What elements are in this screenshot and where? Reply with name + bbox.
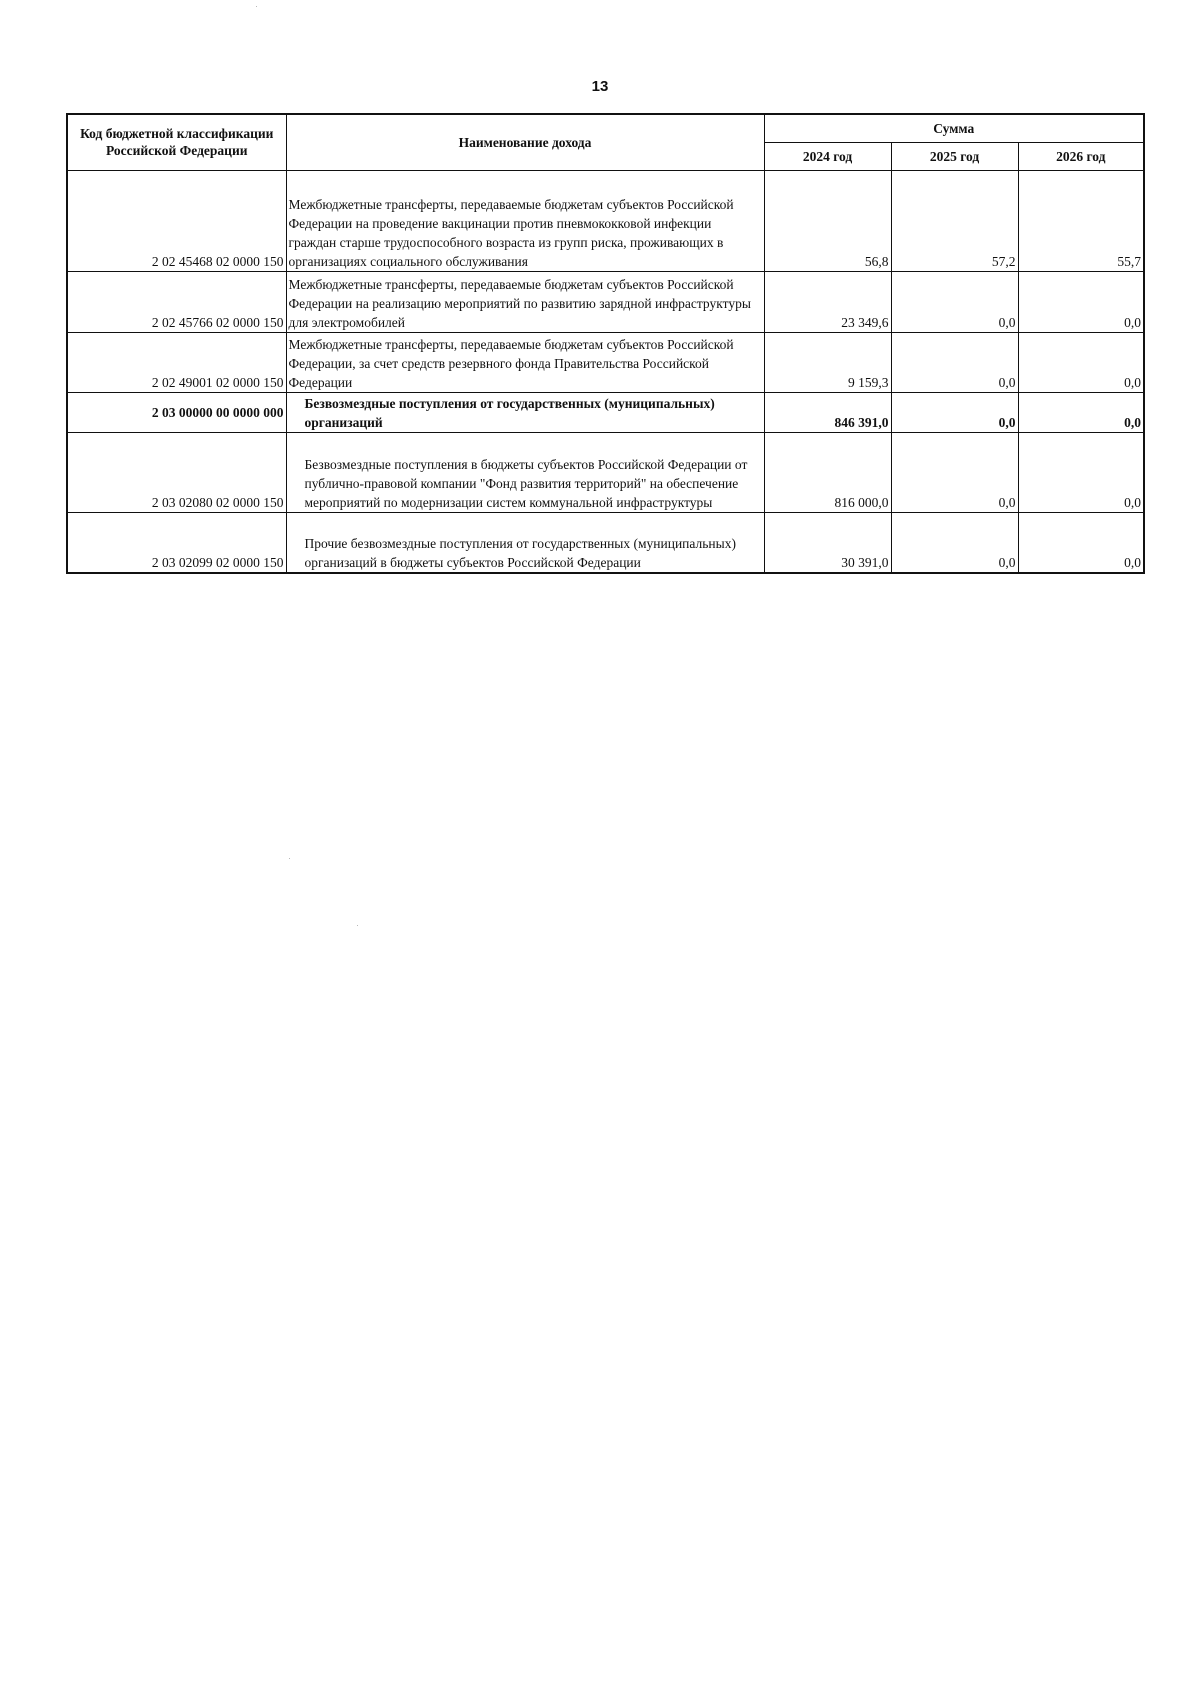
revenue-table [66,113,1145,574]
table-row [67,170,1144,271]
row-name: Безвозмездные поступления в бюджеты субъектов Российской Федерации от публично-правовой компании "Фонд развития территорий" на обеспечение мероприятий по модернизации систем коммунальной инфраструктуры [286,432,764,512]
row-value-2024: 846 391,0 [764,392,891,432]
row-value-2025: 0,0 [891,512,1018,573]
row-code: 2 02 49001 02 0000 150 [67,332,286,392]
row-name: Межбюджетные трансферты, передаваемые бюджетам субъектов Российской Федерации на проведение вакцинации против пневмококковой инфекции граждан старше трудоспособного возраста из групп риска, проживающих в организациях социального обслуживания [286,170,764,271]
header-year-2024: 2024 год [764,142,891,170]
row-value-2025: 0,0 [891,271,1018,332]
row-value-2026: 0,0 [1018,332,1144,392]
row-value-2024: 9 159,3 [764,332,891,392]
table-row [67,512,1144,573]
row-value-2026: 0,0 [1018,432,1144,512]
row-value-2024: 30 391,0 [764,512,891,573]
scan-speck [289,858,290,859]
row-name: Межбюджетные трансферты, передаваемые бюджетам субъектов Российской Федерации на реализацию мероприятий по развитию зарядной инфраструктуры для электромобилей [286,271,764,332]
page-number: 13 [591,78,609,95]
row-code: 2 03 00000 00 0000 000 [67,392,286,432]
row-name: Безвозмездные поступления от государственных (муниципальных) организаций [286,392,764,432]
row-value-2026: 55,7 [1018,170,1144,271]
row-value-2026: 0,0 [1018,271,1144,332]
row-value-2024: 56,8 [764,170,891,271]
header-name: Наименование дохода [286,114,764,170]
scan-speck [256,6,257,7]
row-value-2025: 0,0 [891,392,1018,432]
row-value-2025: 57,2 [891,170,1018,271]
row-value-2024: 23 349,6 [764,271,891,332]
row-value-2026: 0,0 [1018,392,1144,432]
table-row [67,332,1144,392]
header-code: Код бюджетной классификации Российской Федерации [67,114,286,170]
row-value-2026: 0,0 [1018,512,1144,573]
table-row [67,432,1144,512]
header-year-2026: 2026 год [1018,142,1144,170]
header-year-2025: 2025 год [891,142,1018,170]
row-code: 2 03 02080 02 0000 150 [67,432,286,512]
table-row [67,271,1144,332]
row-name: Прочие безвозмездные поступления от государственных (муниципальных) организаций в бюджеты субъектов Российской Федерации [286,512,764,573]
row-code: 2 02 45766 02 0000 150 [67,271,286,332]
row-name: Межбюджетные трансферты, передаваемые бюджетам субъектов Российской Федерации, за счет средств резервного фонда Правительства Российской Федерации [286,332,764,392]
row-code: 2 03 02099 02 0000 150 [67,512,286,573]
row-value-2024: 816 000,0 [764,432,891,512]
row-value-2025: 0,0 [891,332,1018,392]
row-code: 2 02 45468 02 0000 150 [67,170,286,271]
header-sum: Сумма [764,114,1144,142]
table-row [67,392,1144,432]
scan-speck [357,925,358,926]
row-value-2025: 0,0 [891,432,1018,512]
